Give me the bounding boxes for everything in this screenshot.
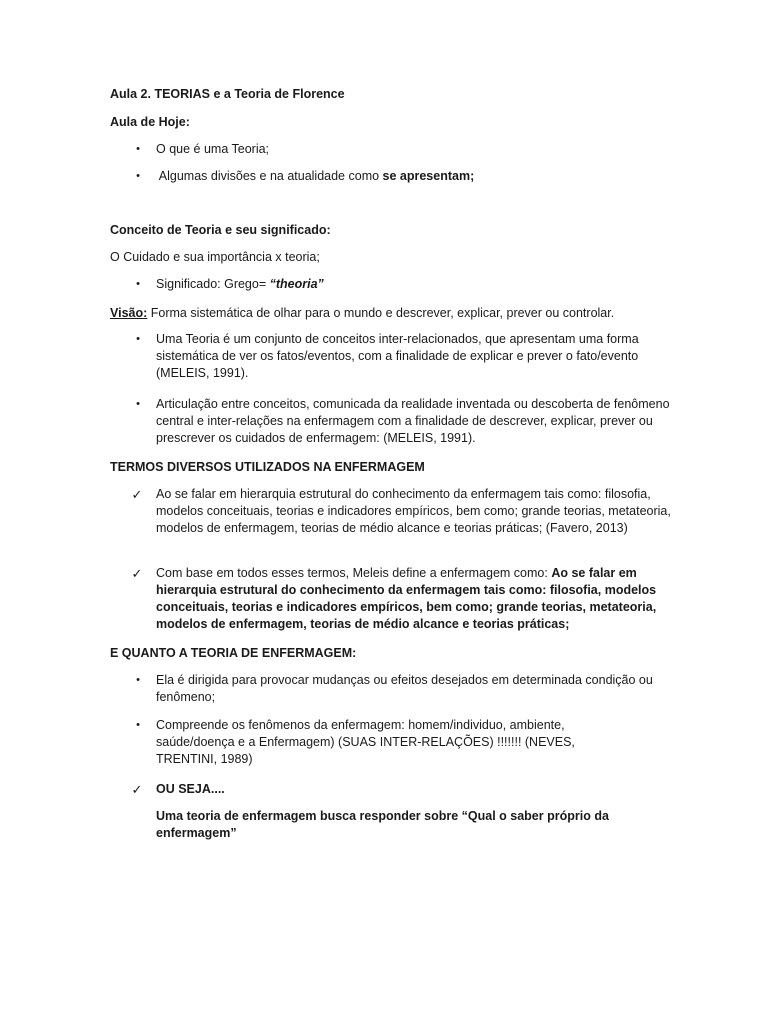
teoria-bullet-1: • Uma Teoria é um conjunto de conceitos inter-relacionados, que apresentam uma forma sistemática de ver os fatos/eventos, com a finalidade de explicar e prever o fato/evento (MELEIS, 1991). [110, 331, 676, 382]
termos-check-2: ✓ Com base em todos esses termos, Meleis define a enfermagem como: Ao se falar em hierarquia estrutural do conhecimento da enfermagem tais como: filosofia, modelos conceituais, teorias e indicadores empíricos, bem como; grande teorias, metateoria, modelos de enfermagem, teorias de médio alcance e teorias práticas; [110, 565, 678, 633]
checkmark-icon: ✓ [131, 487, 143, 502]
teoria-bullet-2: • Articulação entre conceitos, comunicada da realidade inventada ou descoberta de fenômeno central e inter-relações na enfermagem com a finalidade de descrever, explicar, prever ou prescrever os cuidados de enfermagem: (MELEIS, 1991). [110, 396, 676, 447]
bullet-icon: • [136, 719, 140, 731]
conceito-line: O Cuidado e sua importância x teoria; [110, 250, 320, 264]
document-title: Aula 2. TEORIAS e a Teoria de Florence [110, 87, 345, 101]
bullet-icon: • [136, 143, 140, 155]
aula-de-hoje-heading: Aula de Hoje: [110, 115, 190, 129]
quanto-heading: E QUANTO A TEORIA DE ENFERMAGEM: [110, 646, 357, 660]
ou-seja-item: ✓ OU SEJA.... [110, 781, 676, 798]
bullet-icon: • [136, 333, 140, 345]
bullet-icon: • [136, 398, 140, 410]
termos-heading: TERMOS DIVERSOS UTILIZADOS NA ENFERMAGEM [110, 460, 425, 474]
bullet-icon: • [136, 674, 140, 686]
checkmark-icon: ✓ [131, 782, 143, 797]
conclusion-text: Uma teoria de enfermagem busca responder sobre “Qual o saber próprio da enfermagem” [156, 809, 609, 840]
bullet-icon: • [136, 278, 140, 290]
quanto-bullet-2: • Compreende os fenômenos da enfermagem: homem/individuo, ambiente, saúde/doença e a Enfermagem) (SUAS INTER-RELAÇÕES) !!!!!!! (NEVES, TRENTINI, 1989) [110, 717, 616, 768]
aula-item-2: • Algumas divisões e na atualidade como se apresentam; [110, 168, 696, 185]
quanto-bullet-1: • Ela é dirigida para provocar mudanças ou efeitos desejados em determinada condição ou fenômeno; [110, 672, 676, 706]
visao-line: Visão: Forma sistemática de olhar para o mundo e descrever, explicar, prever ou controlar. [110, 306, 615, 320]
bullet-icon: • [136, 170, 140, 182]
conceito-heading: Conceito de Teoria e seu significado: [110, 223, 331, 237]
aula-item-1: • O que é uma Teoria; [110, 141, 696, 158]
checkmark-icon: ✓ [131, 566, 143, 581]
termos-check-1: ✓ Ao se falar em hierarquia estrutural do conhecimento da enfermagem tais como: filosofia, modelos conceituais, teorias e indicadores empíricos, bem como; grande teorias, metateoria, modelos de enfermagem, teorias de médio alcance e teorias práticas; (Favero, 2013) [110, 486, 676, 537]
significado-item: • Significado: Grego= “theoria” [110, 276, 696, 293]
